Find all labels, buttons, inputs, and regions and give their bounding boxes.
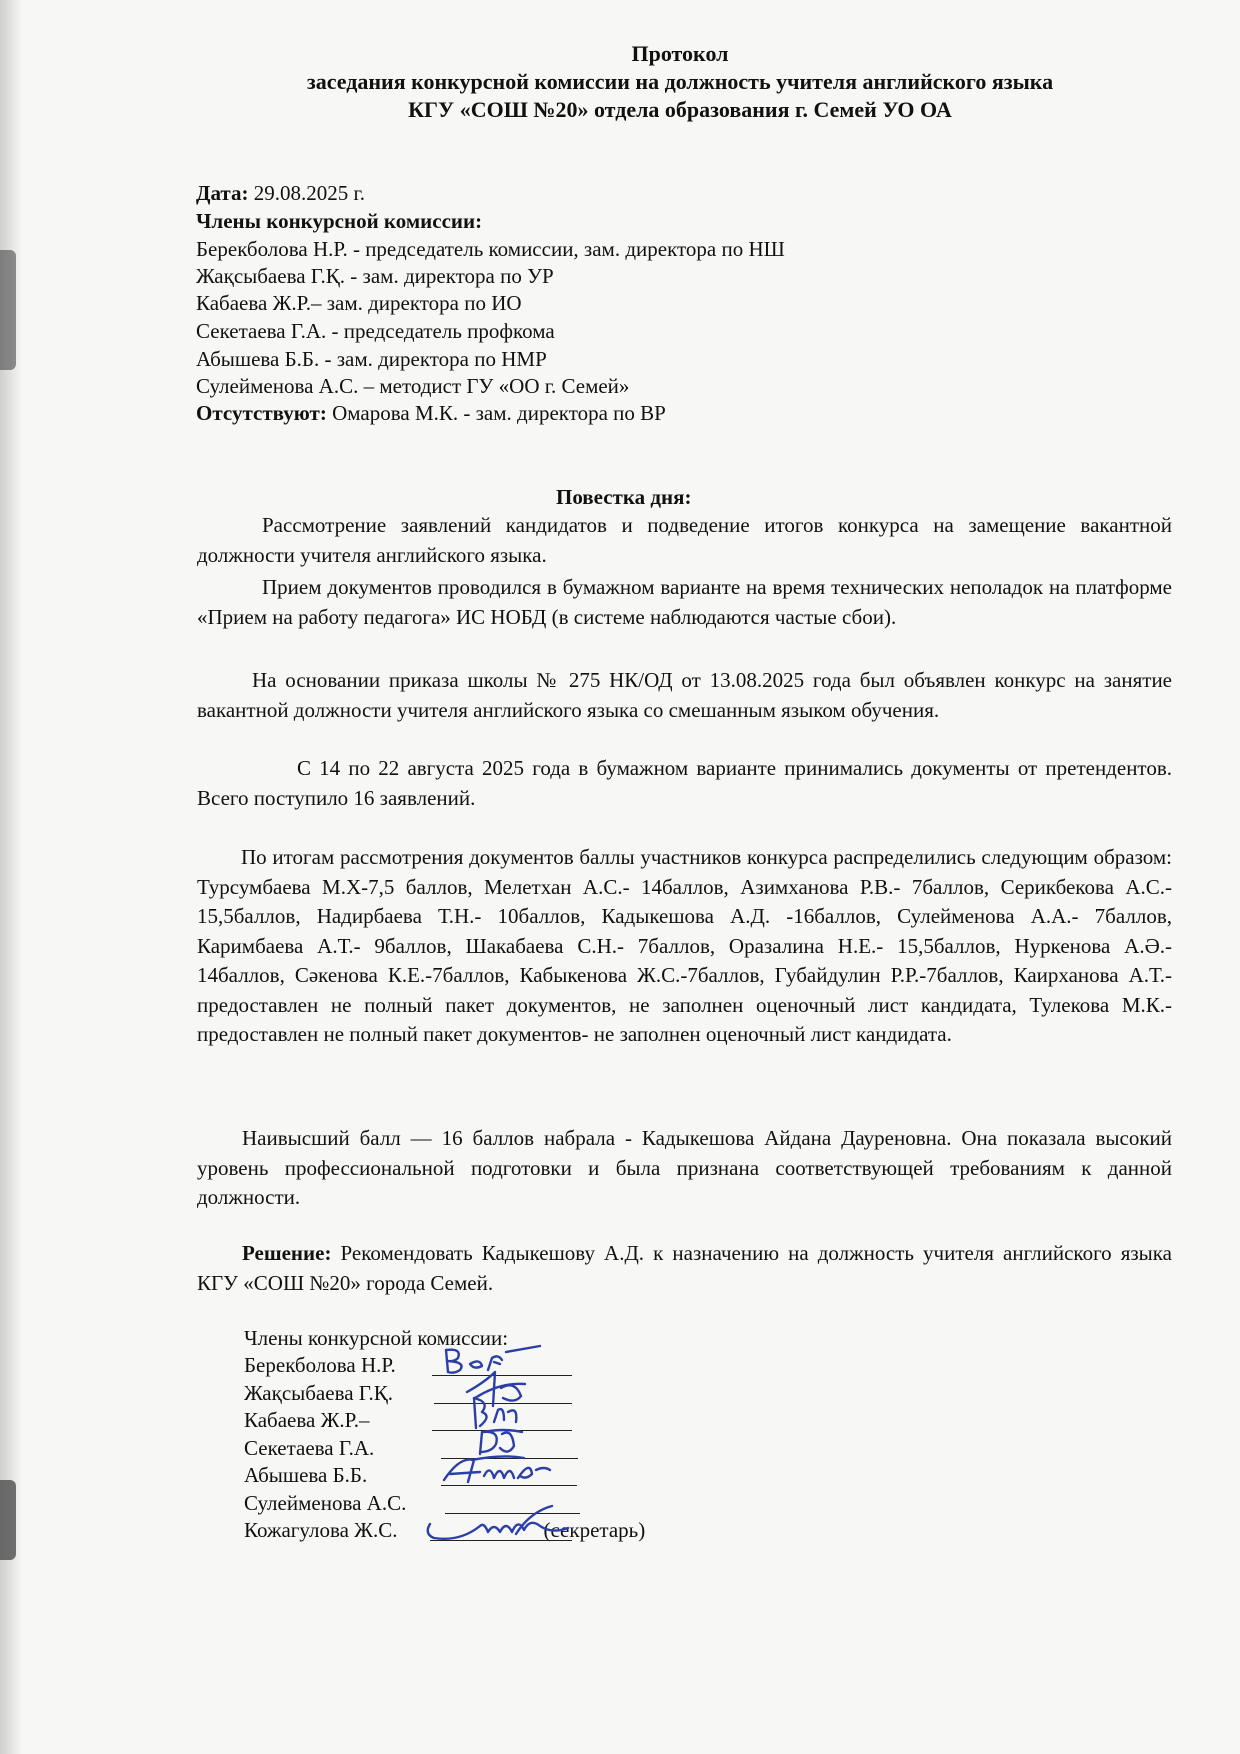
member-item: Абышева Б.Б. - зам. директора по НМР — [196, 347, 547, 371]
date-line — [196, 180, 365, 206]
decision-label: Решение: — [242, 1241, 332, 1265]
signature-row: Секетаева Г.А. — [244, 1436, 375, 1460]
member-item: Кабаева Ж.Р.– зам. директора по ИО — [196, 291, 522, 315]
date-label: Дата: — [196, 181, 249, 205]
winner-paragraph: Наивысший балл — 16 баллов набрала - Кадыкешова Айдана Дауреновна. Она показала высокий уровень профессиональной подготовки и была признана соответствующей требованиям к данной должности. — [197, 1126, 1172, 1209]
signature-row: Абышева Б.Б. — [244, 1463, 368, 1487]
members-heading: Члены конкурсной комиссии: — [196, 209, 483, 233]
doc-subtitle-1: заседания конкурсной комиссии на должность учителя английского языка — [306, 69, 1054, 94]
agenda-paragraph-2: Прием документов проводился в бумажном варианте на время технических неполадок на платформе «Прием на работу педагога» ИС НОБД (в системе наблюдаются частые сбои). — [197, 575, 1172, 629]
doc-subtitle-2: КГУ «СОШ №20» отдела образования г. Семей УО ОА — [408, 97, 952, 122]
agenda-heading: Повестка дня: — [556, 485, 692, 509]
agenda-paragraph-4: С 14 по 22 августа 2025 года в бумажном варианте принимались документы от претендентов. Всего поступило 16 заявлений. — [197, 756, 1172, 810]
absent-line — [196, 400, 666, 426]
absent-label: Отсутствуют: — [196, 401, 327, 425]
signature-row: Берекболова Н.Р. — [244, 1353, 396, 1377]
signatures-heading: Члены конкурсной комиссии: — [244, 1326, 509, 1350]
signature-row: Сулейменова А.С. — [244, 1491, 407, 1515]
agenda-paragraph-3: На основании приказа школы № 275 НК/ОД от 13.08.2025 года был объявлен конкурс на занятие вакантной должности учителя английского языка со смешанным языком обучения. — [197, 668, 1172, 722]
handwritten-signature — [420, 1500, 580, 1550]
absent-value: Омарова М.К. - зам. директора по ВР — [326, 401, 666, 425]
member-item: Сулейменова А.С. – методист ГУ «ОО г. Семей» — [196, 374, 630, 398]
member-item: Секетаева Г.А. - председатель профкома — [196, 319, 555, 343]
signature-row: Жақсыбаева Г.Қ. — [244, 1381, 394, 1405]
decision-text: Рекомендовать Кадыкешову А.Д. к назначению на должность учителя английского языка КГУ «СОШ №20» города Семей. — [197, 1241, 1172, 1295]
scores-paragraph: По итогам рассмотрения документов баллы участников конкурса распределились следующим образом: Турсумбаева М.Х-7,5 баллов, Мелетхан А.С.- 14баллов, Азимханова Р.В.- 7баллов, Серикбекова А.С.- 15,5баллов, Надирбаева Т.Н.- 10баллов, Кадыкешова А.Д. -16баллов, Сулейменова А.А.- 7баллов, Каримбаева А.Т.- 9баллов, Шакабаева С.Н.- 7баллов, Оразалина Н.Е.- 15,5баллов, Нуркенова А.Ә.- 14баллов, Сәкенова К.Е.-7баллов, Кабыкенова Ж.С.-7баллов, Губайдулин Р.Р.-7баллов, Каирханова А.Т.- предоставлен не полный пакет документов, не заполнен оценочный лист кандидата, Тулекова М.К.- предоставлен не полный пакет документов- не заполнен оценочный лист кандидата. — [197, 845, 1172, 1046]
secretary-name: Кожагулова Ж.С. — [244, 1518, 398, 1542]
member-item: Жақсыбаева Г.Қ. - зам. директора по УР — [196, 264, 554, 288]
handwritten-signature — [440, 1450, 560, 1490]
agenda-paragraph-1: Рассмотрение заявлений кандидатов и подведение итогов конкурса на замещение вакантной должности учителя английского языка. — [197, 513, 1172, 567]
doc-title: Протокол — [631, 41, 729, 66]
decision-paragraph — [197, 1239, 1172, 1298]
secretary-role: (секретарь) — [543, 1518, 646, 1542]
signature-row: Кабаева Ж.Р.– — [244, 1408, 370, 1432]
date-value: 29.08.2025 г. — [248, 181, 365, 205]
member-item: Берекболова Н.Р. - председатель комиссии, зам. директора по НШ — [196, 237, 785, 261]
